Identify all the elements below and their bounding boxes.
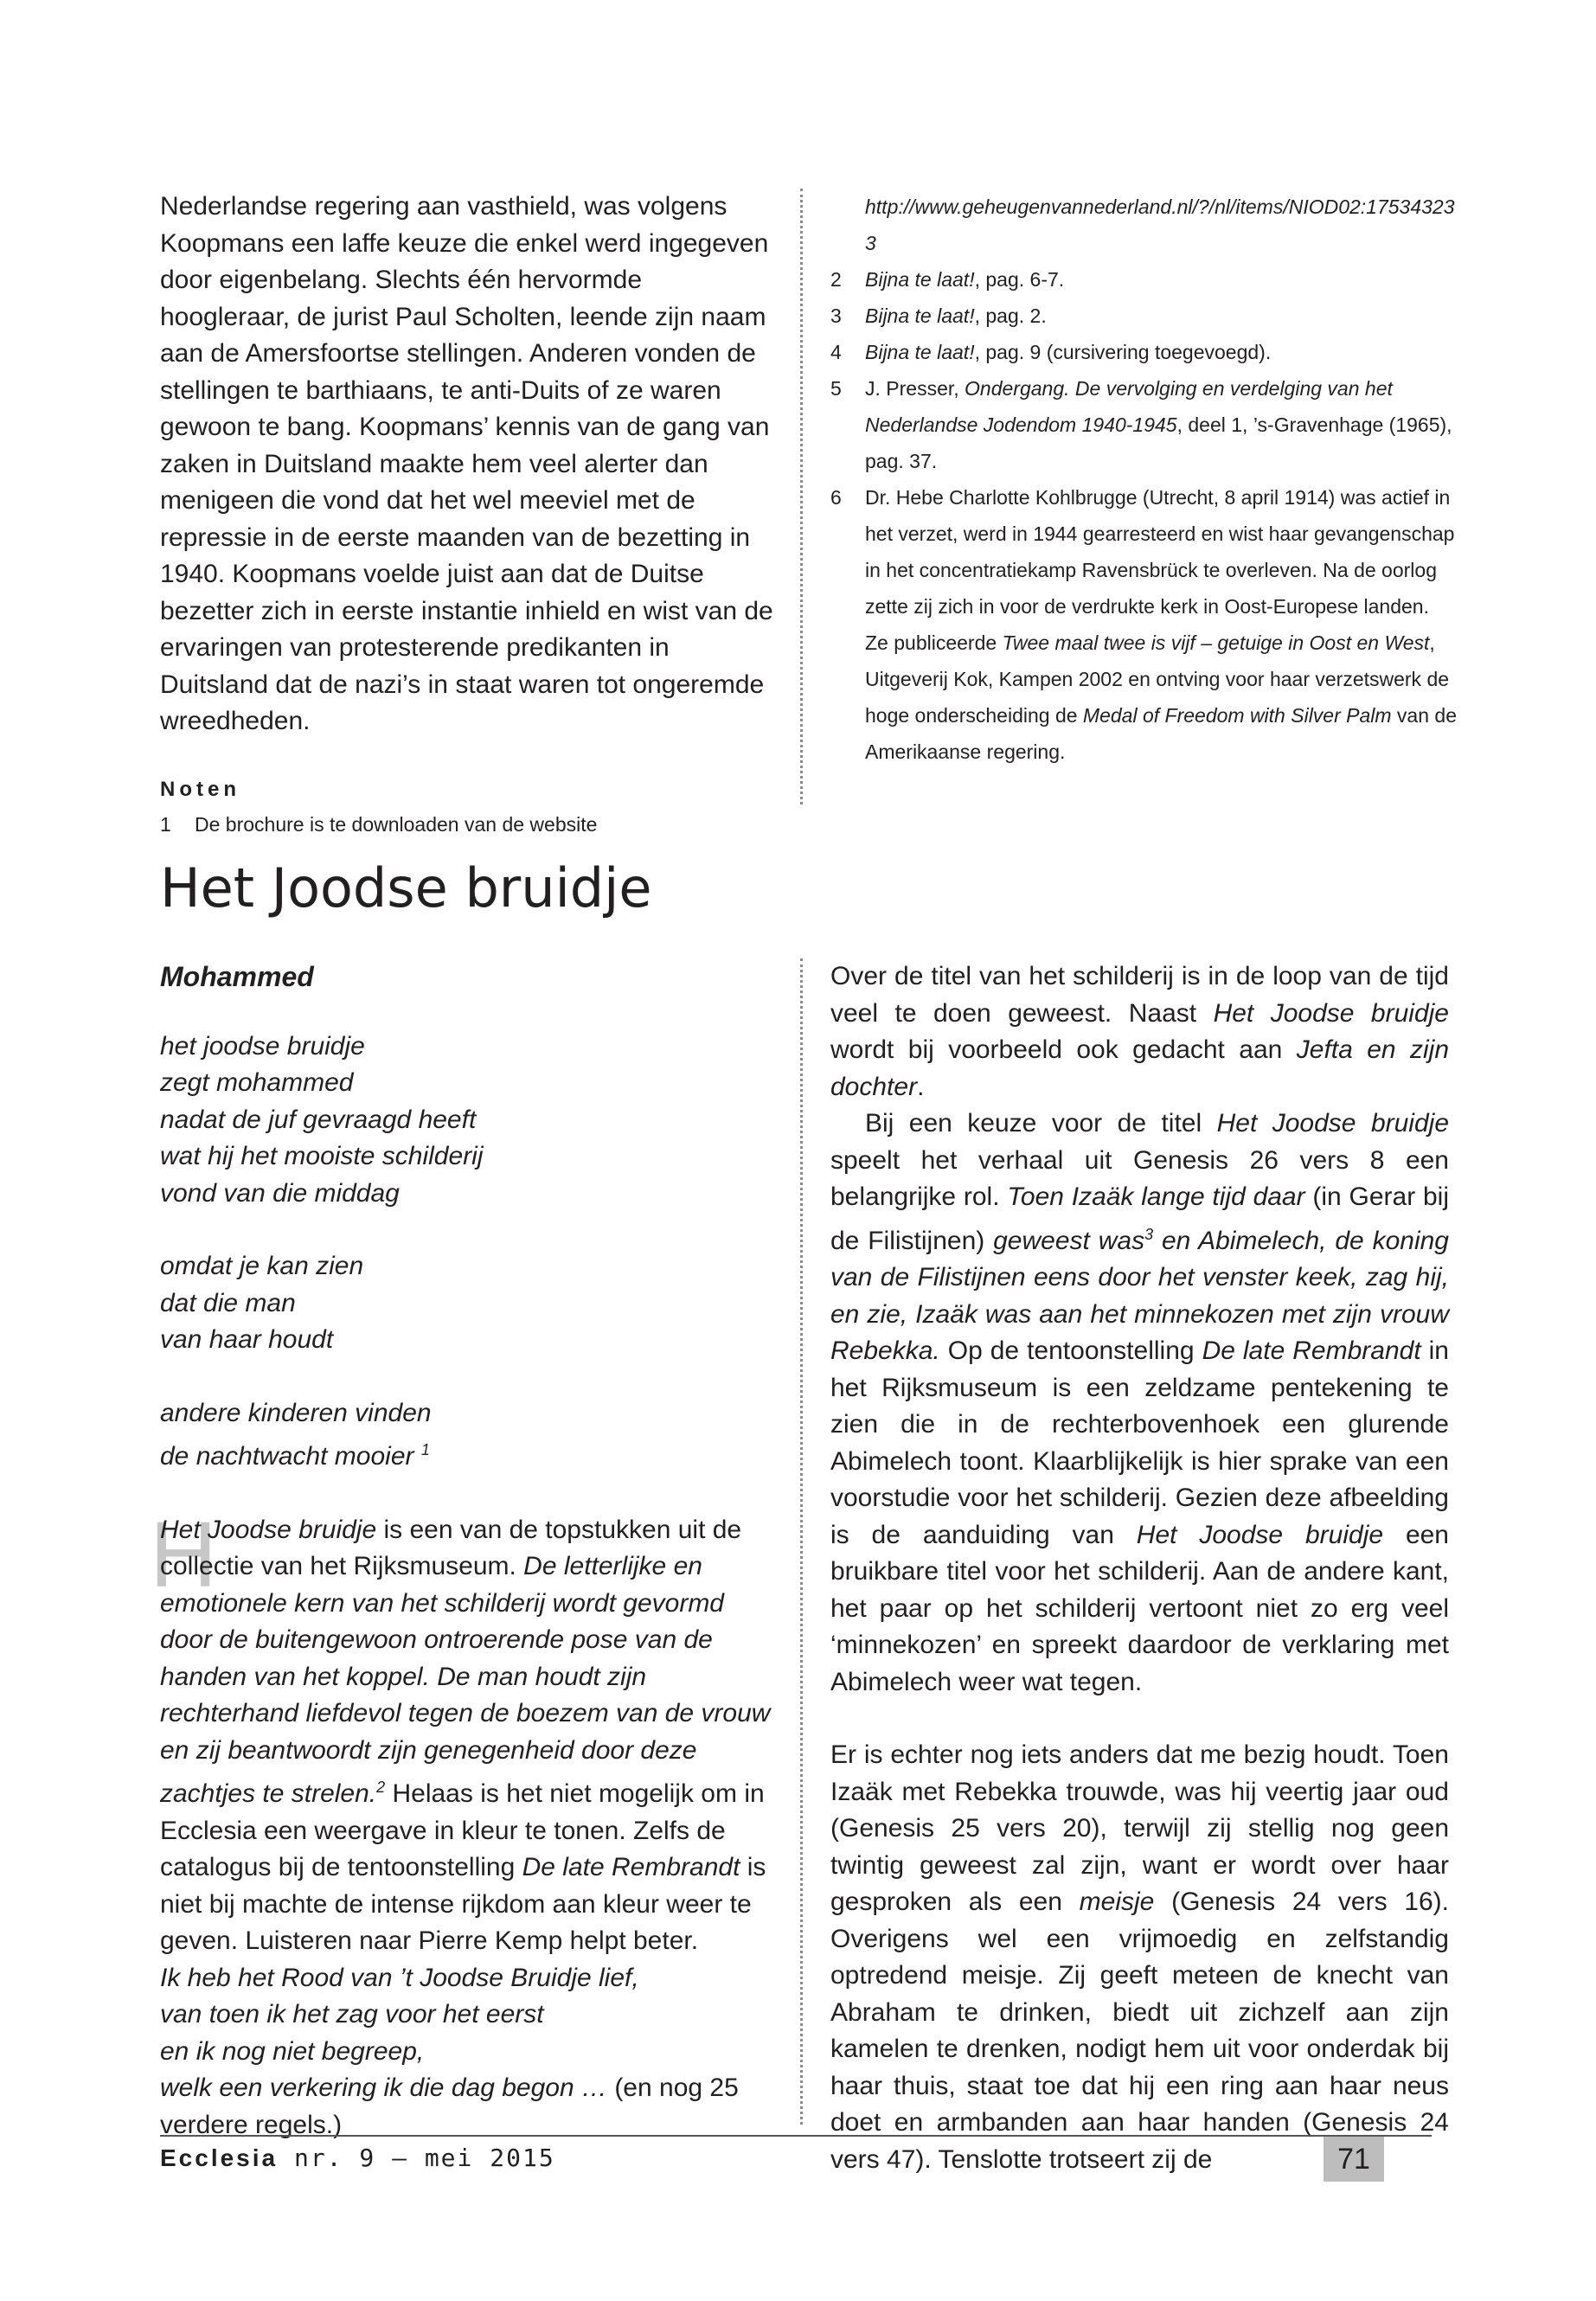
text: (en nog 25 verdere regels.) [160, 2073, 739, 2139]
text: Bij een keuze voor de titel [865, 1109, 1217, 1138]
article-left-column [150, 958, 779, 2144]
kemp-quote-line: van toen ik het zag voor het eerst [160, 2000, 544, 2029]
footer-rule [160, 2135, 1432, 2137]
footnote-6 [830, 479, 1458, 770]
quote-text: De letterlijke en emotionele kern van het schilderij wordt gevormd door de buitengewoon ontroerende pose van de handen van het koppel. De man houdt zijn rechterhand liefdevol tegen de boezem van de vrouw en zij beantwoordt zijn genegenheid door deze zachtjes te strelen. [160, 1552, 771, 1808]
footnote-number: 1 [160, 812, 171, 836]
quote-text: en Abimelech, de koning van de Filistijnen eens door het venster keek, zag hij, en zie, Izaäk was aan het minnekozen met zijn vrouw Rebekka. [830, 1226, 1449, 1365]
article-right-column [830, 958, 1449, 2178]
footnote-text: , pag. 9 (cursivering toegevoegd). [974, 341, 1272, 363]
text: (Genesis 24 vers 16). Overigens wel een vrijmoedig en zelfstandig optredend meisje. Zij geeft meteen de knecht van Abraham te drinken, biedt uit zichzelf aan zijn kamelen te drenken, nodigt hem uit voor onderdak bij haar thuis, staat toe dat hij een ring aan haar neus doet en armbanden aan haar handen (Genesis 24 vers 47). Tenslotte trotseert zij de [830, 1888, 1449, 2174]
kemp-quote-last [160, 2070, 779, 2144]
footnote-3 [830, 298, 1458, 334]
text: . [917, 1072, 925, 1101]
italic-text: Het Joodse bruidje [1213, 998, 1449, 1028]
magazine-name: Ecclesia [160, 2144, 279, 2171]
footnote-title: Bijna te laat! [865, 304, 975, 327]
poem-line: wat hij het mooiste schilderij [160, 1142, 484, 1170]
poem-stanza-2 [160, 1248, 779, 1359]
article-paragraph [830, 1106, 1449, 1701]
poem-stanza-3 [160, 1395, 779, 1476]
footnote-url: http://www.geheugenvannederland.nl/?/nl/items/NIOD02:175343233 [865, 195, 1455, 254]
kemp-quote-line: Ik heb het Rood van ’t Joodse Bruidje lief, [160, 1963, 639, 1992]
italic-text: Jefta en zijn dochter [830, 1035, 1450, 1101]
poem-line: het joodse bruidje [160, 1031, 365, 1061]
footnote-4 [830, 334, 1458, 370]
poem-line: vond van die middag [160, 1178, 400, 1208]
footnote-text: Dr. Hebe Charlotte Kohlbrugge (Utrecht, 8 april 1914) was actief in het verzet, werd in 1944 gearresteerd en wist haar gevangenschap in het concentratiekamp Ravensbrück te overleven. Na de oorlog zette zij zich in voor de verdrukte kerk in Oost-Europese landen. Ze publiceerde [865, 486, 1455, 654]
footnote-text: , pag. 6-7. [974, 268, 1065, 291]
poem-line-text: de nachtwacht mooier [160, 1442, 414, 1471]
footnote-text: De brochure is te downloaden van de website [195, 812, 598, 836]
page-number: 71 [1324, 2137, 1384, 2182]
footnote-title: Twee maal twee is vijf – getuige in Oost en West [1002, 631, 1430, 654]
footnote-title: Bijna te laat! [865, 341, 975, 363]
footnote-text: , deel 1, ’s-Gravenhage (1965), pag. 37. [865, 413, 1452, 472]
poem-line: zegt mohammed [160, 1068, 354, 1097]
column-divider-bottom [800, 958, 803, 2125]
footnote-text: , pag. 2. [974, 304, 1047, 327]
quote-text: Toen Izaäk lange tijd daar [1007, 1183, 1305, 1211]
poem-title: Mohammed [160, 961, 314, 992]
italic-text: De late Rembrandt [522, 1853, 740, 1881]
italic-text: De late Rembrandt [1202, 1336, 1421, 1365]
footnote-text: van de Amerikaanse regering. [865, 704, 1457, 763]
footnote-ref: 2 [376, 1779, 386, 1796]
footnote-2 [830, 261, 1458, 298]
top-left-column [160, 189, 779, 843]
footnote-number: 3 [830, 304, 842, 327]
italic-text: Het Joodse bruidje [160, 1515, 377, 1544]
text: in het Rijksmuseum is een zeldzame pentekening te zien die in de rechterbovenhoek een glurende Abimelech toont. Klaarblijkelijk is hier sprake van een voorstudie voor het schilderij. Gezien deze afbeelding is de aanduiding van [830, 1336, 1449, 1549]
footnote-text: , Uitgeverij Kok, Kampen 2002 en ontving voor haar verzetswerk de hoge onderscheiding de [865, 631, 1450, 727]
quote-text: geweest was [993, 1226, 1145, 1255]
kemp-quote-line: en ik nog niet begreep, [160, 2036, 425, 2066]
text: (in Gerar bij de Filistijnen) [830, 1183, 1450, 1255]
italic-text: Het Joodse bruidje [1136, 1520, 1384, 1549]
poem-line: dat die man [160, 1288, 296, 1317]
footnote-number: 4 [830, 341, 842, 363]
footnote-number: 6 [830, 486, 842, 509]
footnote-ref: 3 [1144, 1225, 1154, 1243]
italic-text: meisje [1079, 1888, 1155, 1916]
footnote-number: 5 [830, 377, 842, 400]
poem-line [160, 1432, 779, 1476]
footnote-text: J. Presser, [865, 377, 965, 400]
footnote-number: 2 [830, 268, 842, 291]
footnote-title: Medal of Freedom with Silver Palm [1082, 704, 1392, 727]
text: Er is echter nog iets anders dat me bezig houdt. Toen Izaäk met Rebekka trouwde, was hij veertig jaar oud (Genesis 25 vers 20), terwijl zij stellig nog geen twintig geweest zal zijn, want er wordt over haar gesproken als een [830, 1740, 1449, 1916]
continued-paragraph: Nederlandse regering aan vasthield, was volgens Koopmans een laffe keuze die enkel werd ingegeven door eigenbelang. Slechts één hervormde hoogleraar, de jurist Paul Scholten, leende zijn naam aan de Amersfoortse stellingen. Anderen vonden de stellingen te barthiaans, te anti-Duits of ze waren gewoon te bang. Koopmans’ kennis van de gang van zaken in Duitsland maakte hem veel alerter dan menigeen die vond dat het wel meeviel met de repressie in de eerste maanden van de bezetting in 1940. Koopmans voelde juist aan dat de Duitse bezetter zich in eerste instantie inhield en wist van de ervaringen van protesterende predikanten in Duitsland dat de nazi’s in staat waren tot ongeremde wreedheden. [160, 192, 773, 735]
footnote-ref: 1 [420, 1441, 430, 1458]
text: een bruikbare titel voor het schilderij. Aan de andere kant, het paar op het schilderij vertoont niet zo erg veel ‘minnekozen’ en spreekt daardoor de verklaring met Abimelech weer wat tegen. [830, 1520, 1449, 1696]
column-divider-top [800, 189, 803, 804]
text: wordt bij voorbeeld ook gedacht aan [830, 1035, 1297, 1064]
text: Op de tentoonstelling [939, 1336, 1202, 1365]
article-paragraph [830, 958, 1449, 1106]
notes-heading: Noten [160, 777, 240, 801]
poem-stanza-1 [160, 1029, 779, 1213]
article-title: Het Joodse bruidje [160, 856, 652, 920]
article-body-start [150, 1501, 779, 2144]
footer-masthead [160, 2144, 555, 2172]
quote-text: welk een verkering ik die dag begon … [160, 2073, 607, 2102]
poem-line: andere kinderen vinden [160, 1398, 432, 1427]
article-paragraph [160, 1512, 779, 1960]
italic-text: Het Joodse bruidje [1216, 1109, 1450, 1138]
text: Helaas is het niet mogelijk om in Ecclesia een weergave in kleur te tonen. Zelfs de catalogus bij de tentoonstelling [160, 1779, 765, 1881]
issue-info: nr. 9 — mei 2015 [293, 2144, 555, 2172]
footnote-1-url [830, 189, 1458, 261]
top-right-footnotes [830, 189, 1458, 770]
text: Over de titel van het schilderij is in de loop van de tijd veel te doen geweest. Naast [830, 962, 1449, 1028]
text: is niet bij machte de intense rijkdom aan kleur weer te geven. Luisteren naar Pierre Kemp helpt beter. [160, 1853, 766, 1955]
article-paragraph [830, 1737, 1449, 2178]
drop-cap: H [150, 1501, 217, 1606]
poem-line: omdat je kan zien [160, 1252, 364, 1280]
footnote-5 [830, 370, 1458, 479]
footnote-title: Bijna te laat! [865, 268, 975, 291]
footnote-1 [160, 806, 779, 843]
text: is een van de topstukken uit de collectie van het Rijksmuseum. [160, 1515, 742, 1580]
poem-line: nadat de juf gevraagd heeft [160, 1105, 477, 1134]
footnote-title: Ondergang. De vervolging en verdelging van het Nederlandse Jodendom 1940-1945 [865, 377, 1393, 436]
poem-line: van haar houdt [160, 1325, 334, 1354]
text: speelt het verhaal uit Genesis 26 vers 8 een belangrijke rol. [830, 1145, 1449, 1211]
